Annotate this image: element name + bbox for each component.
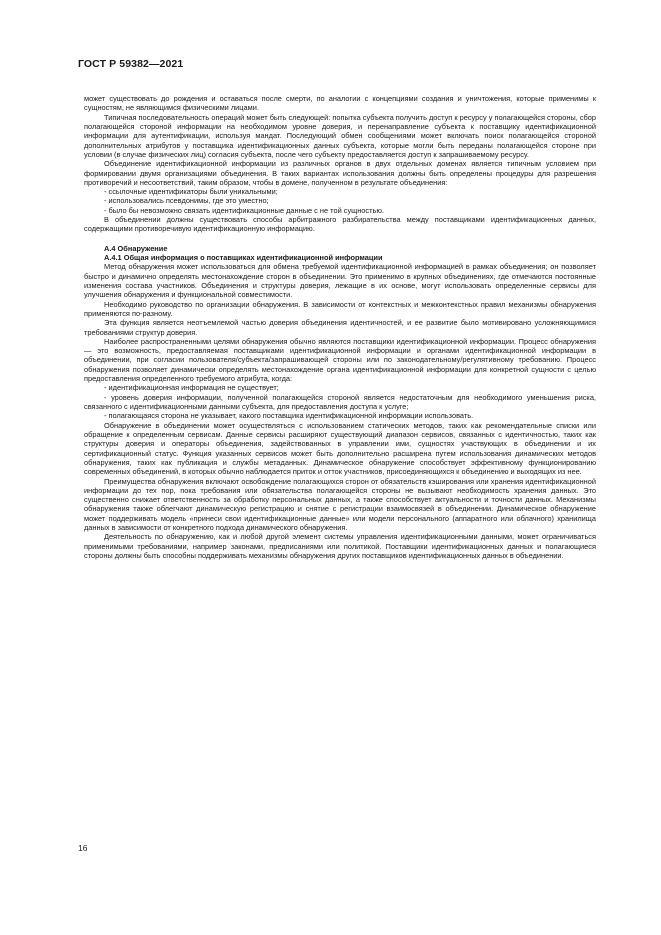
list-item: - уровень доверия информации, полученной полагающейся стороной является недостаточным для необходимого уменьшения риска, связанного с идентификационными данными субъекта, для предоставления доступа к услуге; <box>84 392 596 411</box>
paragraph: Типичная последовательность операций может быть следующей: попытка субъекта получить доступ к ресурсу у полагающейся стороны, сбор полагающейся стороной информации на необходимом уровне доверия, и перенаправление субъекта к поставщику идентификационной информации для аутентификации, используя мандат. Последующий обмен сообщениями может включать поиск полагающейся стороной дополнительных атрибутов у поставщика идентификационных данных субъекта, которые могли быть переданы полагающейся стороне при условии (в случае физических лиц) согласия субъекта, после чего субъекту предоставляется доступ к запрашиваемому ресурсу. <box>84 112 596 159</box>
page-number: 16 <box>78 843 88 853</box>
list-item: - идентификационная информация не существует; <box>104 383 279 393</box>
paragraph: Обнаружение в объединении может осуществляться с использованием статических методов, таких как рекомендательные списки или обращение к определенным сервисам. Данные сервисы расширяют существующий диапазон сервисов, связанных с идентичностью, таких как структуры доверия и операторы объединения, задействованных в управлении ими, сущностях участвующих в объединении и их сертификационный статус. Функция указанных сервисов может быть дополнительно расширена путем использования динамических методов обнаружения, таких как публикация и службы метаданных. Динамическое обнаружение способствует эффективному функционированию современных объединений, в которых обычно наблюдается приток и отток участников, присоединяющихся к объединению и выходящих из нее. <box>84 420 596 477</box>
paragraph: Метод обнаружения может использоваться для обмена требуемой идентификационной информацией в рамках объединения; он позволяет быстро и динамично определять местонахождение сторон в объединении. Это применимо в крупных объединениях, где отмечаются постоянные изменения состава участников. Объединения и структуры доверия, лежащие в их основе, могут использовать определенные сервисы для улучшения обнаружения и функциональной совместимости. <box>84 262 596 300</box>
section-heading: А.4 Обнаружение <box>104 243 168 253</box>
paragraph: Эта функция является неотъемлемой частью доверия объединения идентичностей, и ее развитие было мотивировано усложняющимися требованиями структур доверия. <box>84 318 596 337</box>
document-body <box>84 94 596 560</box>
subsection-heading: А.4.1 Общая информация о поставщиках идентификационной информации <box>104 253 383 262</box>
list-item: - полагающаяся сторона не указывает, какого поставщика идентификационной информации использовать. <box>104 411 474 421</box>
paragraph: может существовать до рождения и оставаться после смерти, по аналогии с концепциями создания и уничтожения, которые применимы к сущностям, не являющимся физическими лицами. <box>84 94 596 113</box>
list-item: - было бы невозможно связать идентификационные данные с не той сущностью. <box>104 205 384 215</box>
list-item: - ссылочные идентификаторы были уникальными; <box>104 187 278 197</box>
document-header: ГОСТ Р 59382—2021 <box>78 58 184 70</box>
paragraph: Наиболее распространенными целями обнаружения обычно являются поставщики идентификационной информации. Процесс обнаружения — это возможность, предоставляемая поставщиками идентификационной информации и органами идентификационной информации в объединении, при согласии пользователя/субъекта/запрашивающей стороны или по законодательному/регулятивному требованию. Процесс обнаружения позволяет динамически определять местонахождение органа идентификационной информации для конкретной сущности с целью предоставления определенного требуемого атрибута, когда: <box>84 336 596 384</box>
paragraph: Преимущества обнаружения включают освобождение полагающихся сторон от обязательств кэширования или хранения идентификационной информации до тех пор, пока требования или обязательства полагающейся стороны не вызывают необходимость хранения данных. Это существенно снижает ответственность за обработку персональных данных, а также способствует актуальности и точности данных. Механизмы обнаружения также облегчают динамическую регистрацию и снятие с регистрации взаимосвязей в объединении. Динамическое обнаружение может поддерживать модель «принеси свои идентификационные данные» или модели персонального (аппаратного или облачного) хранилища данных в зависимости от конкретного подхода динамического обнаружения. <box>84 476 596 533</box>
paragraph: В объединении должны существовать способы арбитражного разбирательства между поставщиками идентификационных данных, содержащими противоречивую идентификационную информацию. <box>84 215 596 234</box>
paragraph: Деятельность по обнаружению, как и любой другой элемент системы управления идентификационными данными, может ограничиваться применимыми требованиями, например законами, предписаниями или политикой. Поставщики идентификационных данных и полагающиеся стороны должны быть способны поддерживать механизмы обнаружения других поставщиков идентификационных данных в объединении. <box>84 532 596 560</box>
paragraph: Объединение идентификационной информации из различных органов в двух отдельных доменах является типичным условием при формировании двумя организациями объединения. В таких вариантах использования должны быть определены процедуры для разрешения противоречий и несоответствий, таким образом, чтобы в домене, полученном в результате объединения: <box>84 159 596 187</box>
paragraph: Необходимо руководство по организации обнаружения. В зависимости от контекстных и межконтекстных правил механизмы обнаружения применяются по-разному. <box>84 299 596 318</box>
list-item: - использовались псевдонимы, где это уместно; <box>104 196 269 206</box>
section-gap <box>84 234 596 244</box>
